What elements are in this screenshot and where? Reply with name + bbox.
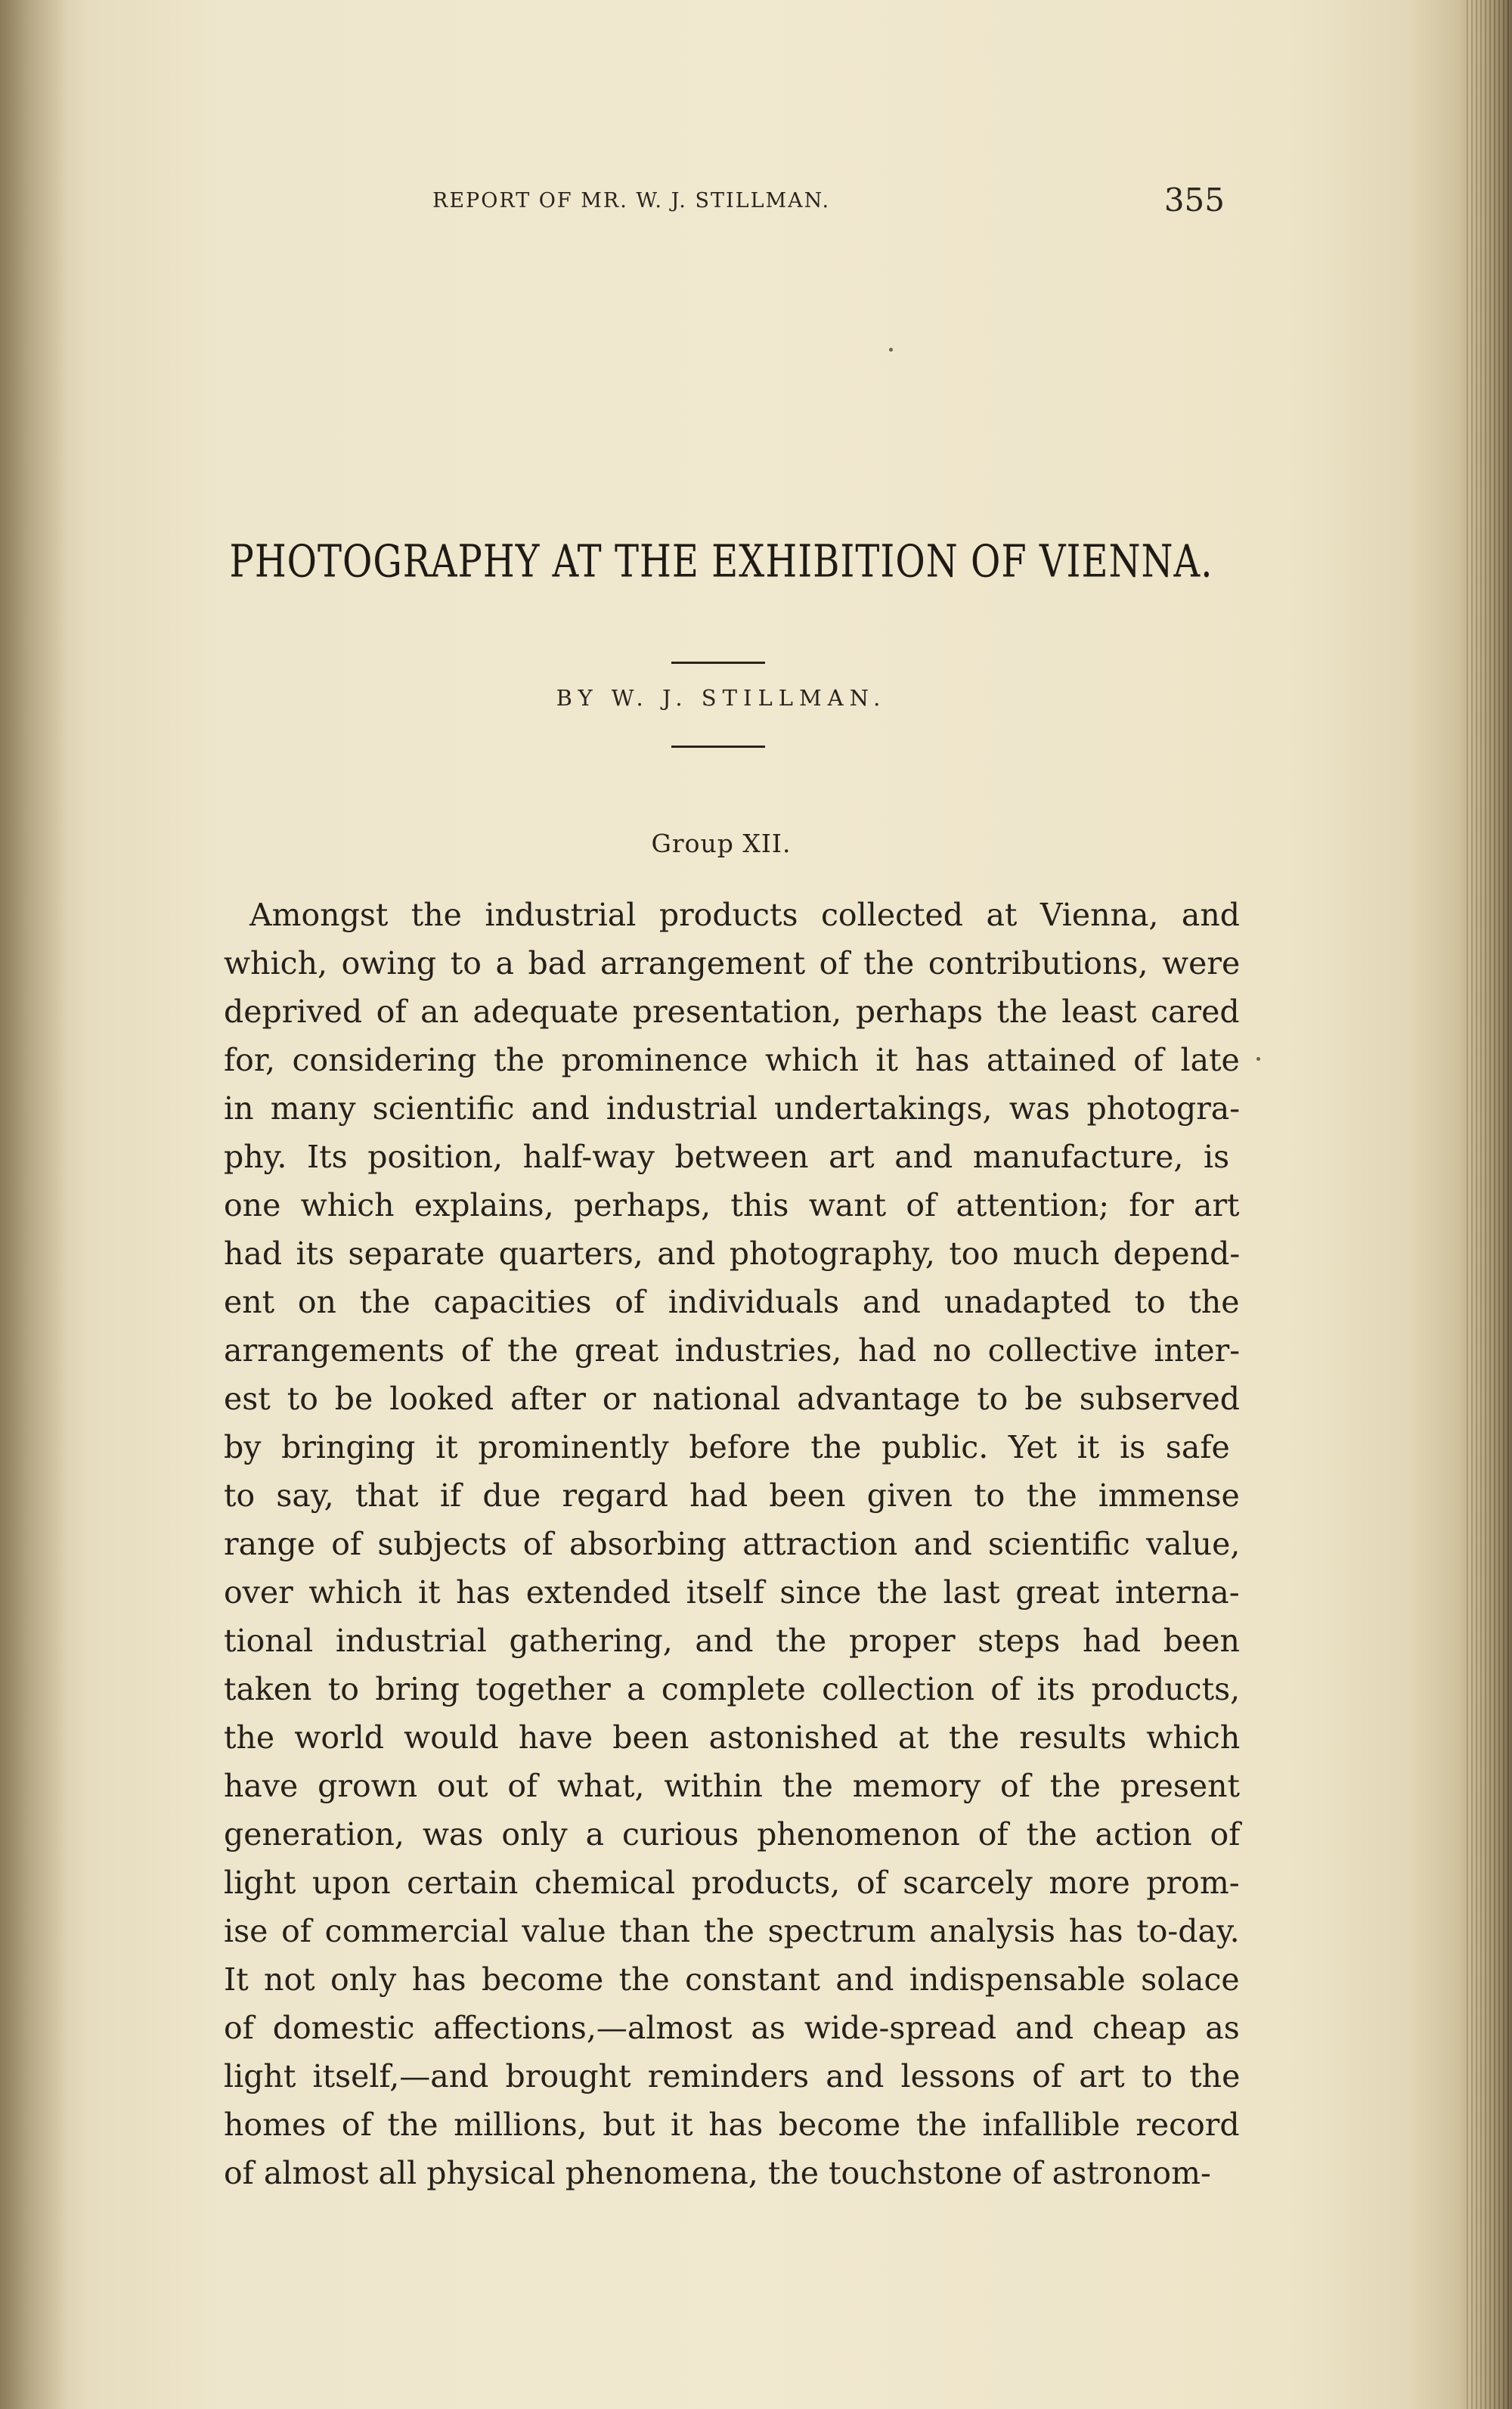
text-line: light itself,—and brought reminders and lessons of art to the <box>224 2058 1241 2094</box>
text-line: had its separate quarters, and photography, too much depend- <box>224 1236 1241 1272</box>
text-line: have grown out of what, within the memory of the present <box>224 1768 1241 1804</box>
text-line: homes of the millions, but it has become the infallible record <box>224 2107 1240 2143</box>
text-line: ent on the capacities of individuals and unadapted to the <box>224 1284 1240 1320</box>
text-line: in many scientific and industrial undertakings, was photogra- <box>224 1090 1241 1127</box>
text-line: deprived of an adequate presentation, perhaps the least cared <box>224 994 1240 1030</box>
text-line: for, considering the prominence which it has attained of late <box>224 1042 1240 1078</box>
text-line: of domestic affections,—almost as wide-spread and cheap as <box>224 2010 1240 2046</box>
text-line: of almost all physical phenomena, the touchstone of astronom- <box>224 2155 1211 2191</box>
text-line: to say, that if due regard had been given to the immense <box>224 1477 1240 1514</box>
body-paragraph <box>224 891 1267 2197</box>
group-heading: Group XII. <box>651 829 792 858</box>
paper-speck <box>889 348 893 352</box>
paper-speck <box>1256 1057 1260 1061</box>
text-line: light upon certain chemical products, of scarcely more prom- <box>224 1865 1240 1901</box>
running-head-title: REPORT OF MR. W. J. STILLMAN. <box>432 189 831 212</box>
text-line: ise of commercial value than the spectrum analysis has to-day. <box>224 1913 1240 1949</box>
title-rule-top <box>671 662 765 664</box>
page-edge <box>1467 0 1512 2409</box>
text-line: est to be looked after or national advantage to be subserved <box>224 1381 1241 1417</box>
text-line: arrangements of the great industries, had no collective inter- <box>224 1332 1241 1369</box>
text-line: by bringing it prominently before the public. Yet it is safe <box>224 1429 1230 1465</box>
title-rule-bottom <box>671 746 765 748</box>
text-line: range of subjects of absorbing attraction and scientific value, <box>224 1526 1241 1562</box>
text-line: generation, was only a curious phenomenon of the action of <box>224 1816 1241 1852</box>
text-line: Amongst the industrial products collected at Vienna, and <box>249 897 1240 933</box>
text-line: It not only has become the constant and indispensable solace <box>224 1961 1240 1998</box>
text-line: taken to bring together a complete collection of its products, <box>224 1671 1241 1707</box>
gutter-shadow <box>0 0 68 2409</box>
text-line: the world would have been astonished at the results which <box>224 1719 1241 1756</box>
text-line: over which it has extended itself since the last great interna- <box>224 1574 1240 1611</box>
running-head <box>227 181 1225 227</box>
text-line: tional industrial gathering, and the proper steps had been <box>224 1623 1240 1659</box>
text-line: one which explains, perhaps, this want of attention; for art <box>224 1187 1240 1223</box>
text-line: phy. Its position, half-way between art and manufacture, is <box>224 1139 1230 1175</box>
text-line: which, owing to a bad arrangement of the contributions, were <box>224 945 1241 981</box>
byline: BY W. J. STILLMAN. <box>556 685 887 711</box>
article-title: PHOTOGRAPHY AT THE EXHIBITION OF VIENNA. <box>229 535 1213 588</box>
page-number: 355 <box>1163 181 1225 219</box>
